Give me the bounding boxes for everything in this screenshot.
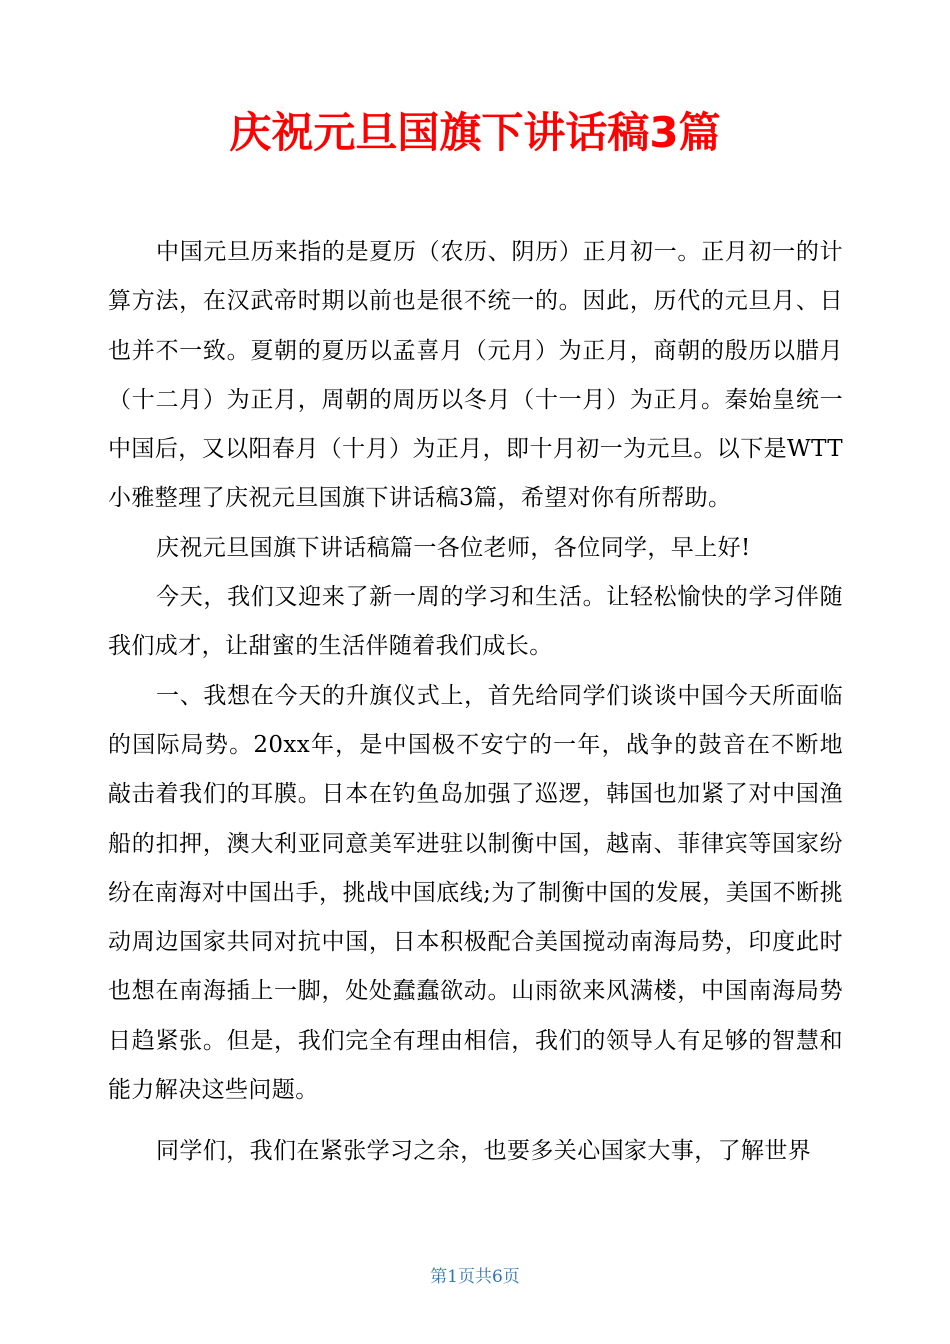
paragraph-international-situation: 一、我想在今天的升旗仪式上，首先给同学们谈谈中国今天所面临的国际局势。20xx年，是中国极不安宁的一年，战争的鼓音在不断地敲击着我们的耳膜。日本在钓鱼岛加强了巡逻，韩国也加紧了对中国渔船的扣押，澳大利亚同意美军进驻以制衡中国，越南、菲律宾等国家纷纷在南海对中国出手，挑战中国底线;为了制衡中国的发展，美国不断挑动周边国家共同对抗中国，日本积极配合美国搅动南海局势，印度此时也想在南海插上一脚，处处蠢蠢欲动。山雨欲来风满楼，中国南海局势日趋紧张。但是，我们完全有理由相信，我们的领导人有足够的智慧和能力解决这些问题。 <box>108 682 843 1104</box>
paragraph-new-week: 今天，我们又迎来了新一周的学习和生活。让轻松愉快的学习伴随我们成才，让甜蜜的生活伴随着我们成长。 <box>108 584 843 660</box>
paragraph-intro: 中国元旦历来指的是夏历（农历、阴历）正月初一。正月初一的计算方法，在汉武帝时期以前也是很不统一的。因此，历代的元旦月、日也并不一致。夏朝的夏历以孟喜月（元月）为正月，商朝的殷历以腊月（十二月）为正月，周朝的周历以冬月（十一月）为正月。秦始皇统一中国后，又以阳春月（十月）为正月，即十月初一为元旦。以下是WTT小雅整理了庆祝元旦国旗下讲话稿3篇，希望对你有所帮助。 <box>108 239 843 512</box>
page-number: 第1页共6页 <box>430 1267 520 1287</box>
paragraph-students: 同学们，我们在紧张学习之余，也要多关心国家大事，了解世界 <box>156 1138 812 1165</box>
paragraph-greeting: 庆祝元旦国旗下讲话稿篇一各位老师，各位同学，早上好! <box>156 534 751 561</box>
document-body <box>108 228 843 1177</box>
document-title: 庆祝元旦国旗下讲话稿3篇 <box>229 108 721 157</box>
